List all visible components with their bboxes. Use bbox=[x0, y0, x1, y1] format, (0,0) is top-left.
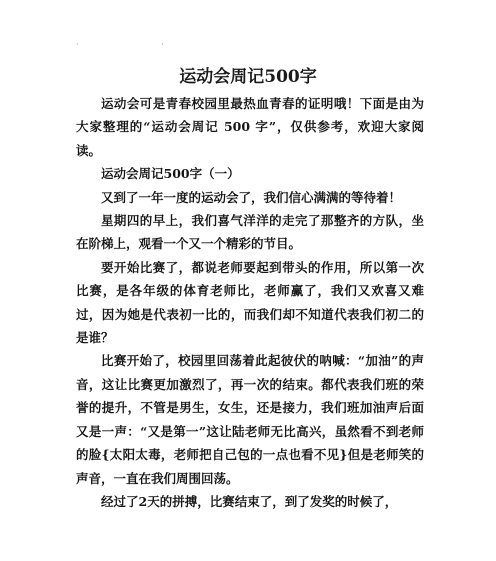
document-body bbox=[76, 92, 424, 513]
paragraph-4: 比赛开始了，校园里回荡着此起彼伏的呐喊：“加油”的声音，这让比赛更加激烈了，再一次的结束。都代表我们班的荣誉的提升，不管是男生，女生，还是接力，我们班加油声后面又是一声：“又是第一”这让陆老师无比高兴，虽然看不到老师的脸{太阳太毒，老师把自己包的一点也看不见}但是老师笑的声音，一直在我们周围回荡。 bbox=[76, 353, 424, 486]
intro-paragraph: 运动会可是青春校园里最热血青春的证明哦！下面是由为大家整理的“运动会周记 500 字”，仅供参考，欢迎大家阅读。 bbox=[76, 96, 424, 158]
header-marks: · · bbox=[76, 40, 204, 49]
paragraph-3: 要开始比赛了，都说老师要起到带头的作用，所以第一次比赛，是各年级的体育老师比，老师赢了，我们又欢喜又难过，因为她是代表初一比的，而我们却不知道代表我们初二的是谁？ bbox=[76, 259, 424, 346]
section-heading: 运动会周记500字（一） bbox=[101, 166, 240, 182]
paragraph-5: 经过了2天的拼搏，比赛结束了，到了发奖的时候了， bbox=[101, 493, 398, 509]
paragraph-1: 又到了一年一度的运动会了，我们信心满满的等待着！ bbox=[101, 189, 402, 205]
paragraph-2: 星期四的早上，我们喜气洋洋的走完了那整齐的方队，坐在阶梯上，观看一个又一个精彩的节目。 bbox=[76, 213, 424, 252]
page-title: 运动会周记500字 bbox=[179, 67, 317, 87]
